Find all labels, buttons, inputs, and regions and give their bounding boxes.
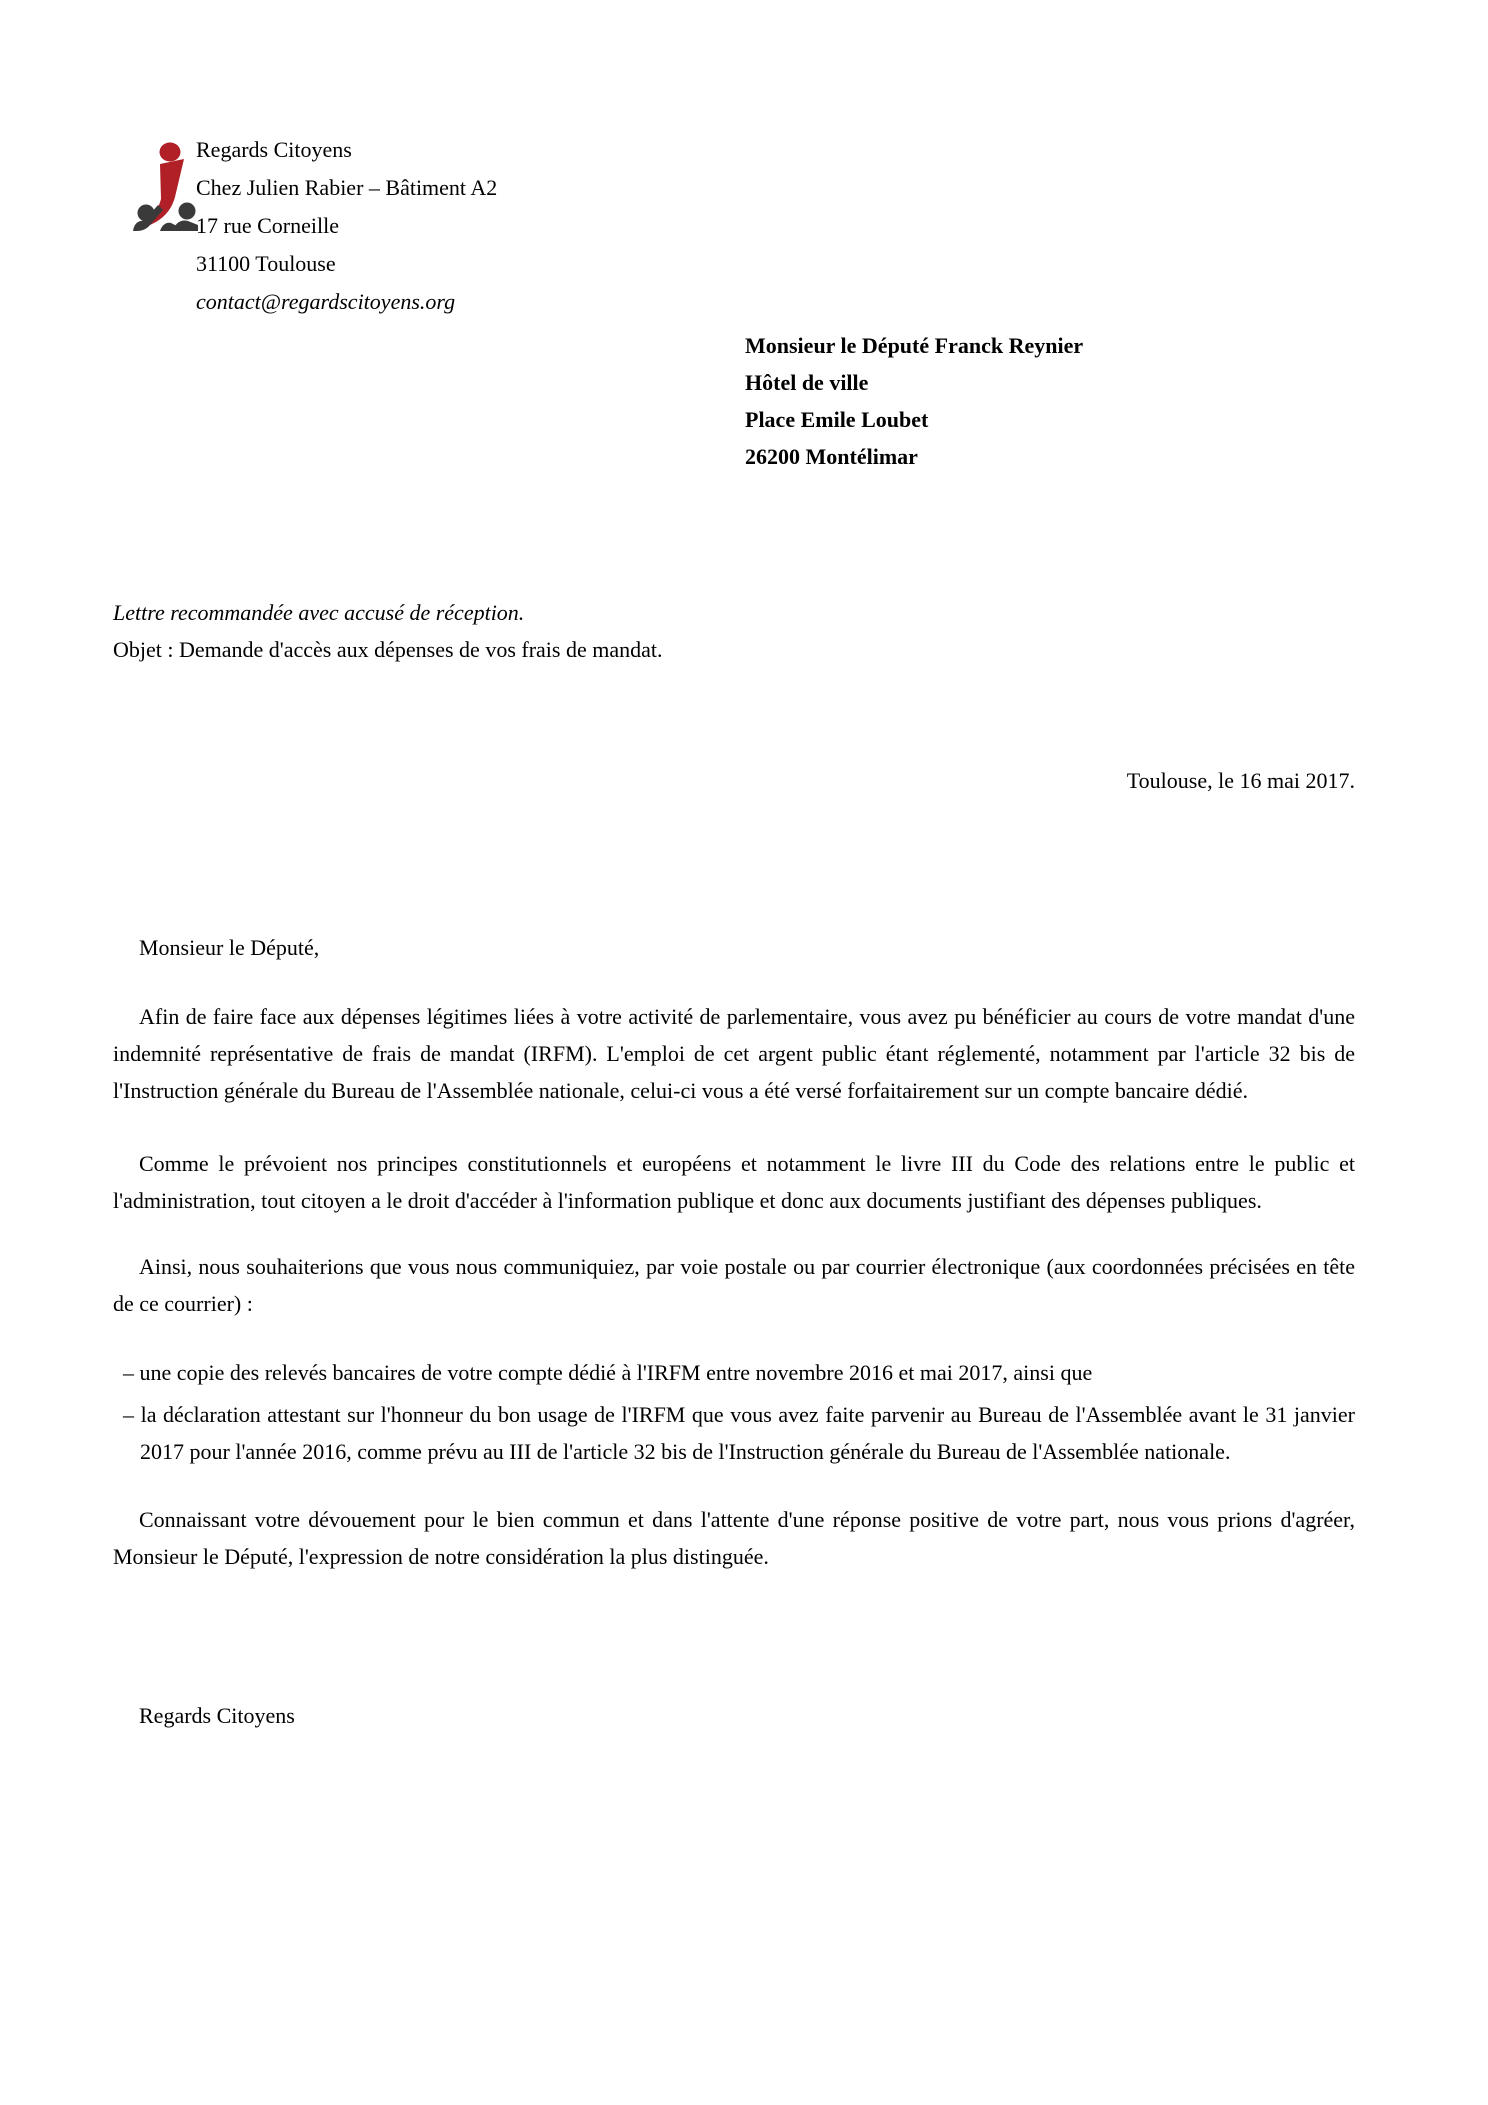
list-dash: – <box>123 1360 134 1385</box>
registered-mail-notice: Lettre recommandée avec accusé de réception. <box>113 600 525 625</box>
recipient-street: Place Emile Loubet <box>745 407 929 432</box>
list-item-declaration: – la déclaration attestant sur l'honneur du bon usage de l'IRFM que vous avez faite parvenir au Bureau de l'Assemblée avant le 31 janvier 2017 pour l'année 2016, comme prévu au III de l'article 32 bis de l'Instruction générale du Bureau de l'Assemblée nationale. <box>123 1402 1356 1464</box>
sender-city: 31100 Toulouse <box>196 251 336 276</box>
letter-body <box>113 929 1355 1734</box>
regards-citoyens-logo-icon <box>126 141 200 231</box>
closing-paragraph: Connaissant votre dévouement pour le bien commun et dans l'attente d'une réponse positive de votre part, nous vous prions d'agréer, Monsieur le Député, l'expression de notre considération la plus distinguée. <box>113 1507 1355 1569</box>
sender-line-co: Chez Julien Rabier – Bâtiment A2 <box>196 175 498 200</box>
recipient-name: Monsieur le Député Franck Reynier <box>745 333 1084 358</box>
sender-address-block <box>196 131 497 321</box>
signature: Regards Citoyens <box>139 1703 295 1728</box>
recipient-address-block <box>745 327 1083 475</box>
subject-line: Objet : Demande d'accès aux dépenses de vos frais de mandat. <box>113 637 663 662</box>
paragraph-request: Ainsi, nous souhaiterions que vous nous communiquiez, par voie postale ou par courrier électronique (aux coordonnées précisées en tête de ce courrier) : <box>113 1254 1355 1316</box>
sender-email: contact@regardscitoyens.org <box>196 289 456 314</box>
requested-documents-list <box>113 1354 1355 1470</box>
letter-meta <box>113 594 662 668</box>
dateline: Toulouse, le 16 mai 2017. <box>1126 768 1355 793</box>
recipient-city: 26200 Montélimar <box>745 444 918 469</box>
paragraph-legal-basis: Comme le prévoient nos principes constitutionnels et européens et notamment le livre III du Code des relations entre le public et l'administration, tout citoyen a le droit d'accéder à l'information publique et donc aux documents justifiant des dépenses publiques. <box>113 1151 1355 1213</box>
paragraph-irfm-intro: Afin de faire face aux dépenses légitimes liées à votre activité de parlementaire, vous avez pu bénéficier au cours de votre mandat d'une indemnité représentative de frais de mandat (IRFM). L'emploi de cet argent public étant réglementé, notamment par l'article 32 bis de l'Instruction générale du Bureau de l'Assemblée nationale, celui-ci vous a été versé forfaitairement sur un compte bancaire dédié. <box>113 1004 1355 1103</box>
sender-street: 17 rue Corneille <box>196 213 339 238</box>
list-item-bank-statements: – une copie des relevés bancaires de votre compte dédié à l'IRFM entre novembre 2016 et mai 2017, ainsi que <box>123 1360 1093 1385</box>
salutation: Monsieur le Député, <box>139 935 320 960</box>
list-dash: – <box>123 1402 134 1427</box>
sender-name: Regards Citoyens <box>196 137 352 162</box>
recipient-line2: Hôtel de ville <box>745 370 869 395</box>
